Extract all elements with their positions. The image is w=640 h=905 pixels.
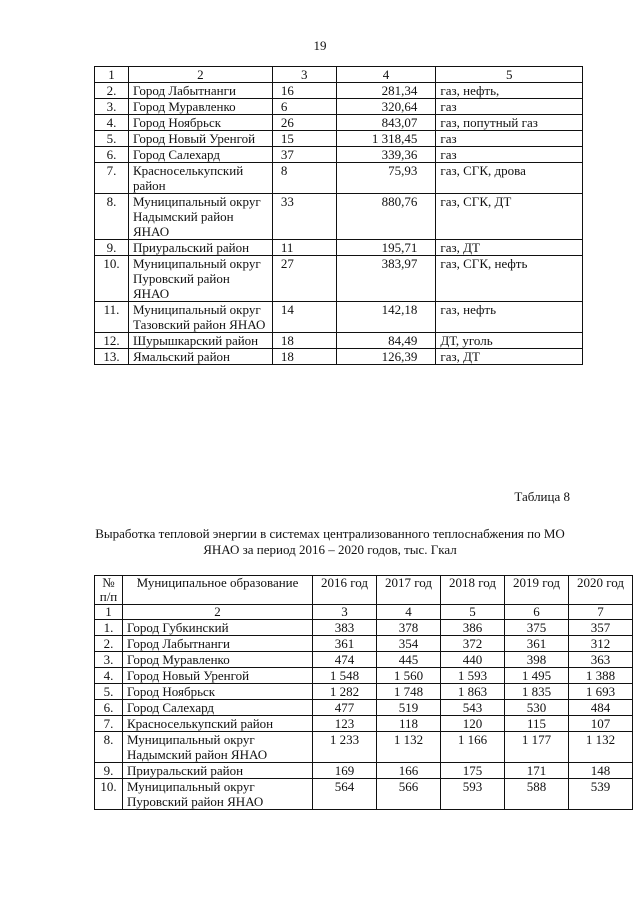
row-number: 6.: [95, 700, 123, 716]
column-index: 5: [441, 605, 505, 620]
row-number: 5.: [95, 684, 123, 700]
capacity-value: 320,64: [336, 99, 436, 115]
header-year: 2018 год: [441, 576, 505, 605]
municipality-name: Муниципальный округ Тазовский район ЯНАО: [128, 302, 272, 333]
municipality-name: Город Ноябрьск: [123, 684, 313, 700]
row-number: 9.: [95, 763, 123, 779]
row-number: 3.: [95, 99, 129, 115]
row-number: 7.: [95, 716, 123, 732]
heat-value: 1 748: [377, 684, 441, 700]
row-number: 10.: [95, 256, 129, 302]
municipality-name: Муниципальный округ Пуровский район ЯНАО: [128, 256, 272, 302]
row-number: 13.: [95, 349, 129, 365]
header-year: 2016 год: [313, 576, 377, 605]
column-index: 4: [336, 67, 436, 83]
table-row: [95, 333, 583, 349]
capacity-value: 75,93: [336, 163, 436, 194]
heat-value: 1 693: [569, 684, 633, 700]
heat-value: 166: [377, 763, 441, 779]
municipality-name: Город Ноябрьск: [128, 115, 272, 131]
municipality-name: Город Новый Уренгой: [128, 131, 272, 147]
table-row: [95, 163, 583, 194]
capacity-value: 126,39: [336, 349, 436, 365]
column-index: 2: [128, 67, 272, 83]
header-year: 2017 год: [377, 576, 441, 605]
column-index: 7: [569, 605, 633, 620]
table-row: [95, 194, 583, 240]
table-row: [95, 668, 633, 684]
heat-value: 375: [505, 620, 569, 636]
column-index: 3: [272, 67, 336, 83]
fuel-type: газ: [436, 147, 583, 163]
fuel-type: газ, СГК, ДТ: [436, 194, 583, 240]
page-number: 19: [313, 38, 327, 53]
row-number: 2.: [95, 83, 129, 99]
table-row: [95, 349, 583, 365]
column-index: 4: [377, 605, 441, 620]
heat-value: 148: [569, 763, 633, 779]
capacity-value: 843,07: [336, 115, 436, 131]
table-row: [95, 620, 633, 636]
heat-value: 398: [505, 652, 569, 668]
column-index: 2: [123, 605, 313, 620]
municipality-name: Город Муравленко: [128, 99, 272, 115]
row-number: 4.: [95, 668, 123, 684]
heat-value: 378: [377, 620, 441, 636]
table-header-row: [95, 576, 633, 605]
heat-value: 372: [441, 636, 505, 652]
table-row: [95, 684, 633, 700]
heat-value: 1 166: [441, 732, 505, 763]
municipality-name: Город Салехард: [128, 147, 272, 163]
header-number: № п/п: [95, 576, 123, 605]
row-number: 3.: [95, 652, 123, 668]
municipality-name: Город Лабытнанги: [123, 636, 313, 652]
heat-value: 312: [569, 636, 633, 652]
column-index: 1: [95, 605, 123, 620]
municipality-name: Город Губкинский: [123, 620, 313, 636]
row-number: 9.: [95, 240, 129, 256]
fuel-type: газ, ДТ: [436, 240, 583, 256]
header-year: 2020 год: [569, 576, 633, 605]
table-row: [95, 652, 633, 668]
municipality-name: Приуральский район: [128, 240, 272, 256]
heat-value: 175: [441, 763, 505, 779]
header-municipality: Муниципальное образование: [123, 576, 313, 605]
capacity-value: 281,34: [336, 83, 436, 99]
municipality-name: Муниципальный округ Пуровский район ЯНАО: [123, 779, 313, 810]
heat-value: 354: [377, 636, 441, 652]
municipality-name: Ямальский район: [128, 349, 272, 365]
heat-value: 484: [569, 700, 633, 716]
row-number: 8.: [95, 194, 129, 240]
heat-value: 445: [377, 652, 441, 668]
column-index: 1: [95, 67, 129, 83]
heat-value: 1 132: [377, 732, 441, 763]
source-count: 16: [272, 83, 336, 99]
table-row: [95, 147, 583, 163]
source-count: 18: [272, 349, 336, 365]
source-count: 27: [272, 256, 336, 302]
heat-value: 477: [313, 700, 377, 716]
heat-value: 1 593: [441, 668, 505, 684]
source-count: 8: [272, 163, 336, 194]
source-count: 18: [272, 333, 336, 349]
row-number: 12.: [95, 333, 129, 349]
municipality-name: Шурышкарский район: [128, 333, 272, 349]
heat-value: 123: [313, 716, 377, 732]
heat-value: 1 282: [313, 684, 377, 700]
row-number: 8.: [95, 732, 123, 763]
heat-value: 539: [569, 779, 633, 810]
heat-value: 1 863: [441, 684, 505, 700]
capacity-value: 1 318,45: [336, 131, 436, 147]
heat-value: 566: [377, 779, 441, 810]
fuel-type: газ, нефть,: [436, 83, 583, 99]
heat-value: 386: [441, 620, 505, 636]
municipality-name: Муниципальный округ Надымский район ЯНАО: [123, 732, 313, 763]
source-count: 33: [272, 194, 336, 240]
fuel-type: газ: [436, 131, 583, 147]
table-row: [95, 131, 583, 147]
row-number: 6.: [95, 147, 129, 163]
source-count: 14: [272, 302, 336, 333]
capacity-value: 195,71: [336, 240, 436, 256]
heat-value: 1 548: [313, 668, 377, 684]
source-count: 15: [272, 131, 336, 147]
fuel-type: газ, СГК, нефть: [436, 256, 583, 302]
row-number: 10.: [95, 779, 123, 810]
row-number: 11.: [95, 302, 129, 333]
heat-value: 1 233: [313, 732, 377, 763]
source-count: 6: [272, 99, 336, 115]
column-index: 5: [436, 67, 583, 83]
heat-value: 361: [313, 636, 377, 652]
municipality-name: Город Новый Уренгой: [123, 668, 313, 684]
heat-value: 588: [505, 779, 569, 810]
fuel-type: газ, нефть: [436, 302, 583, 333]
heat-value: 118: [377, 716, 441, 732]
table-header-row: [95, 67, 583, 83]
fuel-type: газ, попутный газ: [436, 115, 583, 131]
fuel-type: газ: [436, 99, 583, 115]
fuel-type: ДТ, уголь: [436, 333, 583, 349]
table-title: Выработка тепловой энергии в системах централизованного теплоснабжения по МО ЯНАО за период 2016 – 2020 годов, тыс. Гкал: [95, 526, 565, 557]
row-number: 2.: [95, 636, 123, 652]
table-row: [95, 732, 633, 763]
table-label: Таблица 8: [514, 489, 570, 504]
municipality-name: Город Лабытнанги: [128, 83, 272, 99]
heat-value: 169: [313, 763, 377, 779]
heat-value: 361: [505, 636, 569, 652]
table-row: [95, 779, 633, 810]
heat-value: 593: [441, 779, 505, 810]
heat-value: 440: [441, 652, 505, 668]
heat-value: 115: [505, 716, 569, 732]
municipality-name: Муниципальный округ Надымский район ЯНАО: [128, 194, 272, 240]
table-index-row: [95, 605, 633, 620]
table-row: [95, 115, 583, 131]
capacity-value: 880,76: [336, 194, 436, 240]
table-row: [95, 302, 583, 333]
table-row: [95, 99, 583, 115]
capacity-value: 142,18: [336, 302, 436, 333]
column-index: 3: [313, 605, 377, 620]
fuel-type: газ, ДТ: [436, 349, 583, 365]
heat-value: 120: [441, 716, 505, 732]
capacity-value: 383,97: [336, 256, 436, 302]
source-count: 11: [272, 240, 336, 256]
municipality-name: Город Муравленко: [123, 652, 313, 668]
heat-value: 1 132: [569, 732, 633, 763]
municipality-name: Приуральский район: [123, 763, 313, 779]
table-row: [95, 240, 583, 256]
capacity-value: 84,49: [336, 333, 436, 349]
heat-value: 383: [313, 620, 377, 636]
heat-value: 564: [313, 779, 377, 810]
heat-value: 1 560: [377, 668, 441, 684]
header-year: 2019 год: [505, 576, 569, 605]
table-row: [95, 716, 633, 732]
capacity-value: 339,36: [336, 147, 436, 163]
heat-value: 1 388: [569, 668, 633, 684]
heat-value: 543: [441, 700, 505, 716]
table-row: [95, 636, 633, 652]
table-row: [95, 763, 633, 779]
heat-value: 474: [313, 652, 377, 668]
heat-value: 357: [569, 620, 633, 636]
heat-value: 363: [569, 652, 633, 668]
table-row: [95, 700, 633, 716]
source-count: 37: [272, 147, 336, 163]
municipality-name: Город Салехард: [123, 700, 313, 716]
heat-value: 1 495: [505, 668, 569, 684]
row-number: 5.: [95, 131, 129, 147]
heat-value: 1 835: [505, 684, 569, 700]
municipality-name: Красноселькупский район: [128, 163, 272, 194]
heat-value: 1 177: [505, 732, 569, 763]
heat-value: 171: [505, 763, 569, 779]
table-row: [95, 256, 583, 302]
row-number: 1.: [95, 620, 123, 636]
source-count: 26: [272, 115, 336, 131]
table-row: [95, 83, 583, 99]
heat-value: 519: [377, 700, 441, 716]
municipality-name: Красноселькупский район: [123, 716, 313, 732]
heat-value: 530: [505, 700, 569, 716]
row-number: 4.: [95, 115, 129, 131]
heat-value: 107: [569, 716, 633, 732]
heat-production-table: [94, 575, 633, 810]
row-number: 7.: [95, 163, 129, 194]
fuel-table-continuation: [94, 66, 583, 365]
fuel-type: газ, СГК, дрова: [436, 163, 583, 194]
column-index: 6: [505, 605, 569, 620]
